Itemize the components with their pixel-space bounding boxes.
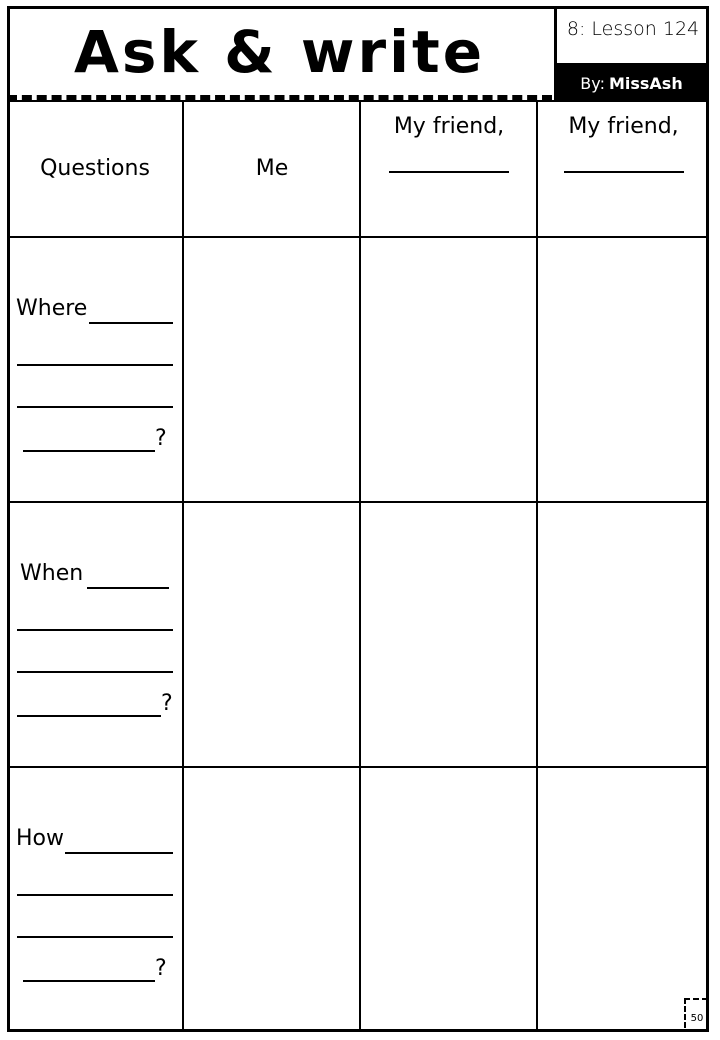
answer-line[interactable]	[17, 894, 173, 896]
header-friend-2	[538, 100, 709, 237]
question-cell-how	[7, 768, 183, 1032]
worksheet-title	[7, 6, 552, 98]
answer-line[interactable]	[17, 671, 173, 673]
answer-line[interactable]	[17, 629, 173, 631]
answer-cell-friend2-where[interactable]	[538, 238, 709, 501]
worksheet-table	[7, 100, 709, 1032]
answer-cell-friend2-how[interactable]	[538, 768, 709, 1032]
question-cell-where	[7, 238, 183, 501]
header-questions	[7, 100, 183, 237]
answer-line[interactable]	[23, 980, 155, 982]
answer-cell-me-when[interactable]	[184, 503, 359, 766]
friend-name-blank[interactable]	[564, 139, 684, 173]
header-me-label: Me	[255, 156, 289, 181]
author-bar	[554, 66, 709, 100]
lesson-label: 8: Lesson 124	[566, 18, 700, 40]
answer-cell-me-where[interactable]	[184, 238, 359, 501]
question-word: Where	[16, 296, 88, 321]
question-mark: ?	[155, 956, 167, 981]
answer-line[interactable]	[17, 936, 173, 938]
answer-line[interactable]	[89, 322, 173, 324]
by-label: By:	[580, 73, 605, 93]
question-word: When	[20, 561, 84, 586]
question-mark: ?	[161, 691, 173, 716]
answer-line[interactable]	[23, 450, 155, 452]
answer-line[interactable]	[17, 406, 173, 408]
answer-cell-friend1-how[interactable]	[361, 768, 536, 1032]
question-mark: ?	[155, 426, 167, 451]
answer-cell-friend2-when[interactable]	[538, 503, 709, 766]
header-friend-1-label: My friend,	[393, 114, 505, 139]
answer-line[interactable]	[17, 364, 173, 366]
answer-cell-me-how[interactable]	[184, 768, 359, 1032]
answer-line[interactable]	[65, 852, 173, 854]
header-questions-label: Questions	[40, 156, 150, 181]
author-name: MissAsh	[608, 73, 683, 93]
header-friend-1	[361, 100, 537, 237]
answer-cell-friend1-when[interactable]	[361, 503, 536, 766]
answer-line[interactable]	[17, 715, 161, 717]
answer-cell-friend1-where[interactable]	[361, 238, 536, 501]
lesson-label-box	[554, 6, 709, 66]
answer-line[interactable]	[87, 587, 169, 589]
title-text: Ask & write	[73, 18, 486, 86]
header-me	[184, 100, 360, 237]
header-friend-2-label: My friend,	[568, 114, 679, 139]
friend-name-blank[interactable]	[389, 139, 509, 173]
question-word: How	[16, 826, 64, 851]
page-number: 50	[690, 1013, 704, 1024]
question-cell-when	[7, 503, 183, 766]
page-number-box	[684, 998, 708, 1028]
